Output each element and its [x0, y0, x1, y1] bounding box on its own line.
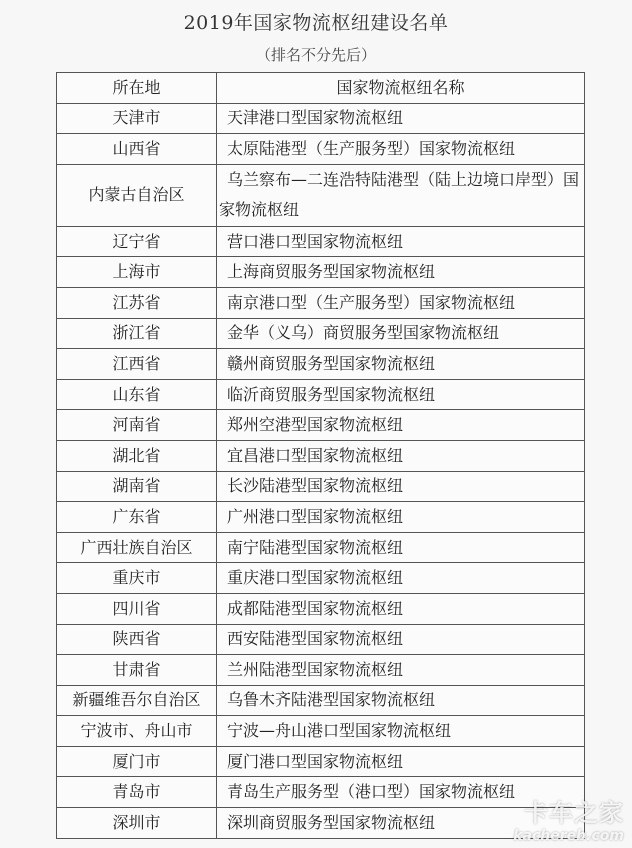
table-row: [57, 379, 585, 410]
hub-name-cell: 金华（义乌）商贸服务型国家物流枢纽: [217, 318, 585, 349]
table-row: [57, 164, 585, 226]
table-header-row: [57, 73, 585, 104]
page-subtitle: （排名不分先后）: [255, 46, 376, 64]
hub-name-cell: 南宁陆港型国家物流枢纽: [217, 532, 585, 563]
table-row: [57, 440, 585, 471]
hub-name-cell: 广州港口型国家物流枢纽: [217, 502, 585, 533]
location-cell: 青岛市: [57, 777, 217, 808]
hub-name-cell: 长沙陆港型国家物流枢纽: [217, 471, 585, 502]
column-header-hub-name: 国家物流枢纽名称: [217, 73, 585, 104]
table-row: [57, 624, 585, 655]
location-cell: 厦门市: [57, 746, 217, 777]
hub-name-cell: 上海商贸服务型国家物流枢纽: [217, 257, 585, 288]
hub-name-cell: 乌鲁木齐陆港型国家物流枢纽: [217, 685, 585, 716]
table-row: [57, 502, 585, 533]
location-cell: 甘肃省: [57, 655, 217, 686]
hub-name-cell: 郑州空港型国家物流枢纽: [217, 410, 585, 441]
table-row: [57, 716, 585, 747]
table-row: [57, 103, 585, 134]
location-cell: 湖北省: [57, 440, 217, 471]
hub-name-cell: 临沂商贸服务型国家物流枢纽: [217, 379, 585, 410]
hub-name-cell: 西安陆港型国家物流枢纽: [217, 624, 585, 655]
hub-name-cell: 厦门港口型国家物流枢纽: [217, 746, 585, 777]
hub-name-cell: 南京港口型（生产服务型）国家物流枢纽: [217, 287, 585, 318]
location-cell: 四川省: [57, 593, 217, 624]
table-row: [57, 593, 585, 624]
column-header-location: 所在地: [57, 73, 217, 104]
watermark-en: kachereb.com: [513, 828, 624, 844]
table-row: [57, 808, 585, 839]
table-row: [57, 318, 585, 349]
location-cell: 河南省: [57, 410, 217, 441]
location-cell: 江西省: [57, 349, 217, 380]
table-row: [57, 532, 585, 563]
page-title: 2019年国家物流枢纽建设名单: [183, 12, 449, 34]
table-row: [57, 563, 585, 594]
logistics-hub-table: [56, 72, 585, 839]
location-cell: 浙江省: [57, 318, 217, 349]
hub-name-cell: 宁波—舟山港口型国家物流枢纽: [217, 716, 585, 747]
hub-name-cell: 营口港口型国家物流枢纽: [217, 226, 585, 257]
hub-name-cell: 成都陆港型国家物流枢纽: [217, 593, 585, 624]
location-cell: 内蒙古自治区: [57, 164, 217, 226]
location-cell: 上海市: [57, 257, 217, 288]
hub-name-cell: 兰州陆港型国家物流枢纽: [217, 655, 585, 686]
table-row: [57, 287, 585, 318]
table-row: [57, 655, 585, 686]
hub-name-cell: 宜昌港口型国家物流枢纽: [217, 440, 585, 471]
table-body: [57, 103, 585, 838]
hub-name-cell: 深圳商贸服务型国家物流枢纽: [217, 808, 585, 839]
table-row: [57, 746, 585, 777]
table-row: [57, 685, 585, 716]
hub-name-cell: 太原陆港型（生产服务型）国家物流枢纽: [217, 134, 585, 165]
hub-name-cell: 天津港口型国家物流枢纽: [217, 103, 585, 134]
location-cell: 广东省: [57, 502, 217, 533]
location-cell: 新疆维吾尔自治区: [57, 685, 217, 716]
location-cell: 山西省: [57, 134, 217, 165]
table-row: [57, 257, 585, 288]
table-row: [57, 349, 585, 380]
table-row: [57, 471, 585, 502]
hub-name-cell: 乌兰察布—二连浩特陆港型（陆上边境口岸型）国家物流枢纽: [217, 164, 585, 226]
location-cell: 辽宁省: [57, 226, 217, 257]
location-cell: 重庆市: [57, 563, 217, 594]
location-cell: 山东省: [57, 379, 217, 410]
hub-name-cell: 赣州商贸服务型国家物流枢纽: [217, 349, 585, 380]
table-row: [57, 410, 585, 441]
table-row: [57, 226, 585, 257]
location-cell: 广西壮族自治区: [57, 532, 217, 563]
location-cell: 湖南省: [57, 471, 217, 502]
table-row: [57, 134, 585, 165]
location-cell: 深圳市: [57, 808, 217, 839]
hub-name-cell: 重庆港口型国家物流枢纽: [217, 563, 585, 594]
location-cell: 宁波市、舟山市: [57, 716, 217, 747]
table-row: [57, 777, 585, 808]
hub-name-cell: 青岛生产服务型（港口型）国家物流枢纽: [217, 777, 585, 808]
location-cell: 天津市: [57, 103, 217, 134]
watermark-cn: 卡车之家: [524, 799, 624, 827]
location-cell: 江苏省: [57, 287, 217, 318]
location-cell: 陕西省: [57, 624, 217, 655]
